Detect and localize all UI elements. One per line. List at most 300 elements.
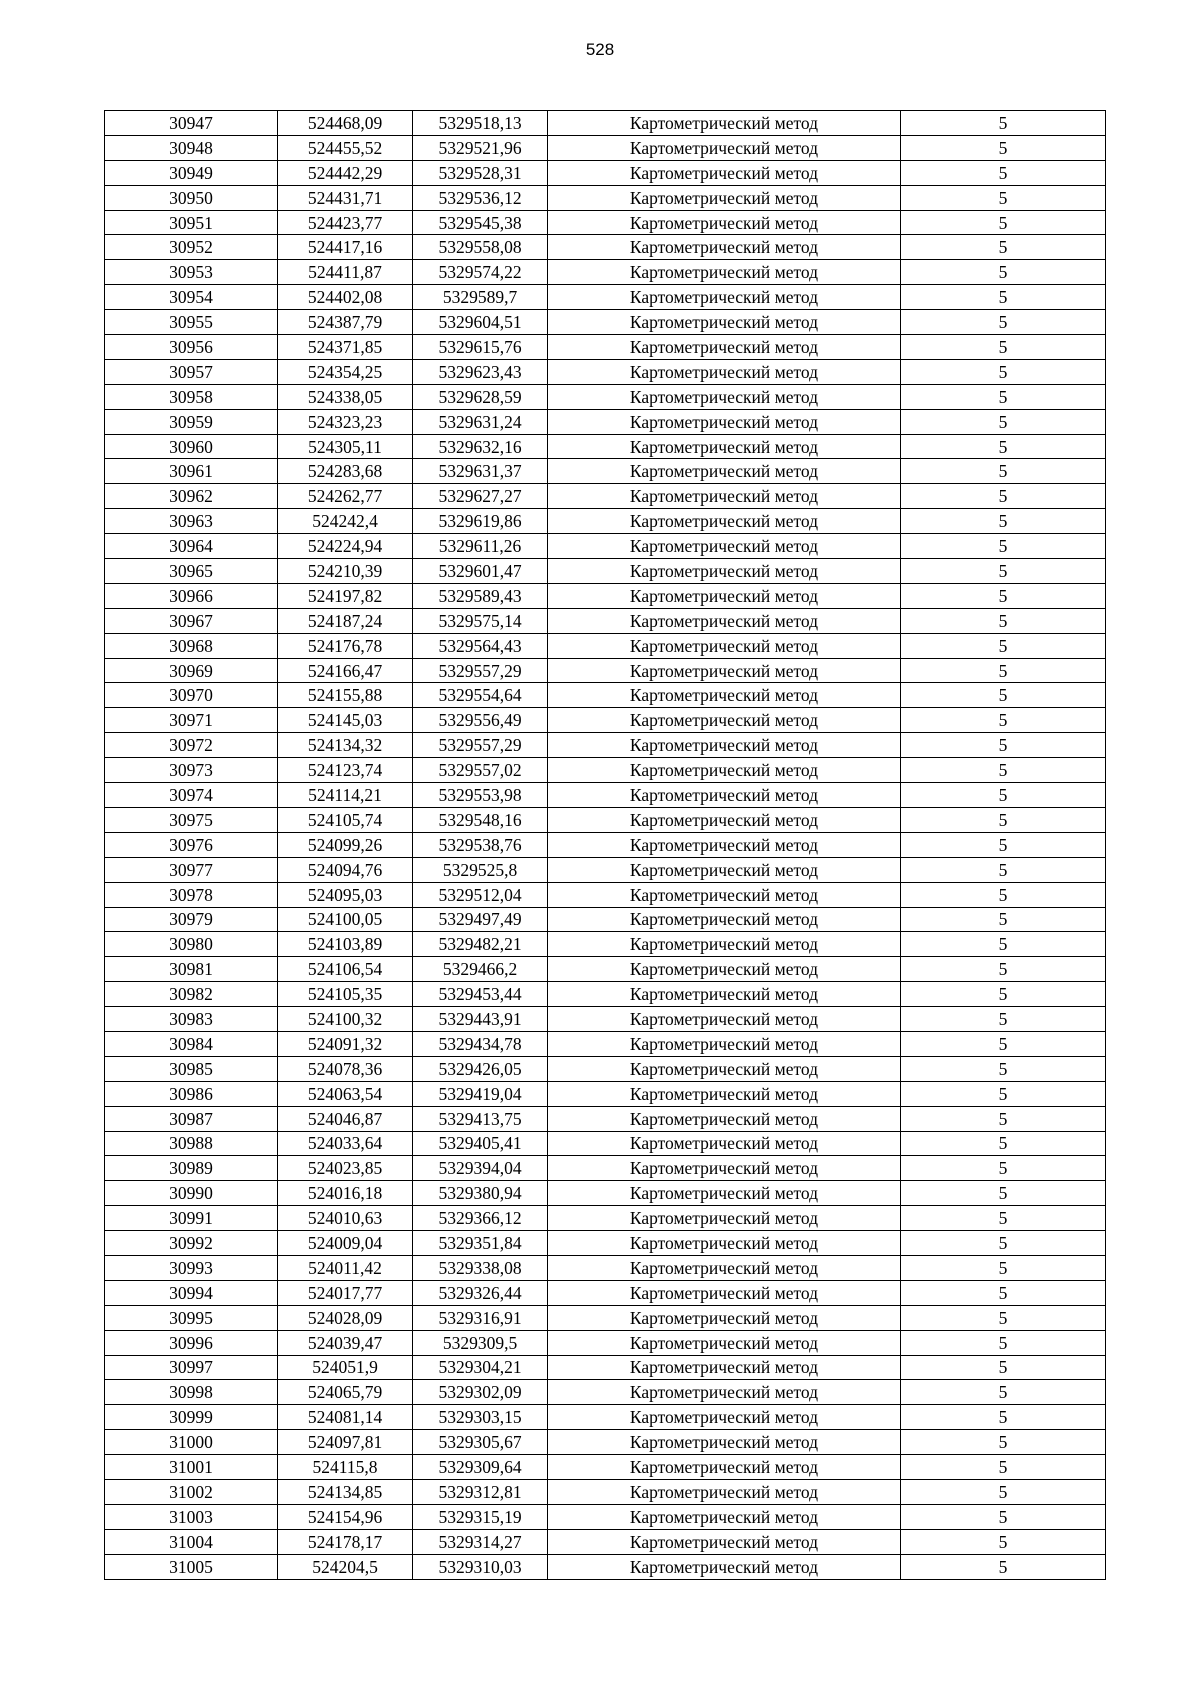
table-row xyxy=(105,1181,1106,1206)
method-cell: Картометрический метод xyxy=(548,260,901,285)
coordinates-table-body xyxy=(105,111,1106,1580)
accuracy-cell: 5 xyxy=(901,982,1106,1007)
x-coordinate-cell: 524051,9 xyxy=(278,1355,413,1380)
accuracy-cell: 5 xyxy=(901,733,1106,758)
table-row xyxy=(105,409,1106,434)
table-row xyxy=(105,1405,1106,1430)
accuracy-cell: 5 xyxy=(901,1181,1106,1206)
accuracy-cell: 5 xyxy=(901,1554,1106,1579)
table-row xyxy=(105,1031,1106,1056)
point-number-cell: 30989 xyxy=(105,1156,278,1181)
point-number-cell: 30976 xyxy=(105,832,278,857)
point-number-cell: 30965 xyxy=(105,559,278,584)
y-coordinate-cell: 5329309,5 xyxy=(413,1330,548,1355)
y-coordinate-cell: 5329631,37 xyxy=(413,459,548,484)
point-number-cell: 30994 xyxy=(105,1280,278,1305)
y-coordinate-cell: 5329518,13 xyxy=(413,111,548,136)
table-row xyxy=(105,335,1106,360)
y-coordinate-cell: 5329558,08 xyxy=(413,235,548,260)
table-row xyxy=(105,1007,1106,1032)
table-row xyxy=(105,1355,1106,1380)
table-row xyxy=(105,1479,1106,1504)
y-coordinate-cell: 5329380,94 xyxy=(413,1181,548,1206)
table-row xyxy=(105,559,1106,584)
method-cell: Картометрический метод xyxy=(548,1529,901,1554)
point-number-cell: 30970 xyxy=(105,683,278,708)
method-cell: Картометрический метод xyxy=(548,210,901,235)
table-row xyxy=(105,1156,1106,1181)
point-number-cell: 30949 xyxy=(105,160,278,185)
table-row xyxy=(105,285,1106,310)
accuracy-cell: 5 xyxy=(901,509,1106,534)
y-coordinate-cell: 5329557,29 xyxy=(413,658,548,683)
accuracy-cell: 5 xyxy=(901,1504,1106,1529)
accuracy-cell: 5 xyxy=(901,1529,1106,1554)
x-coordinate-cell: 524009,04 xyxy=(278,1231,413,1256)
table-row xyxy=(105,1056,1106,1081)
y-coordinate-cell: 5329538,76 xyxy=(413,832,548,857)
y-coordinate-cell: 5329574,22 xyxy=(413,260,548,285)
table-row xyxy=(105,384,1106,409)
point-number-cell: 30956 xyxy=(105,335,278,360)
method-cell: Картометрический метод xyxy=(548,832,901,857)
method-cell: Картометрический метод xyxy=(548,733,901,758)
x-coordinate-cell: 524176,78 xyxy=(278,633,413,658)
point-number-cell: 31003 xyxy=(105,1504,278,1529)
x-coordinate-cell: 524242,4 xyxy=(278,509,413,534)
accuracy-cell: 5 xyxy=(901,434,1106,459)
x-coordinate-cell: 524323,23 xyxy=(278,409,413,434)
table-row xyxy=(105,658,1106,683)
x-coordinate-cell: 524442,29 xyxy=(278,160,413,185)
accuracy-cell: 5 xyxy=(901,1056,1106,1081)
x-coordinate-cell: 524094,76 xyxy=(278,857,413,882)
method-cell: Картометрический метод xyxy=(548,434,901,459)
accuracy-cell: 5 xyxy=(901,285,1106,310)
y-coordinate-cell: 5329589,7 xyxy=(413,285,548,310)
x-coordinate-cell: 524078,36 xyxy=(278,1056,413,1081)
y-coordinate-cell: 5329554,64 xyxy=(413,683,548,708)
y-coordinate-cell: 5329557,29 xyxy=(413,733,548,758)
point-number-cell: 30984 xyxy=(105,1031,278,1056)
table-row xyxy=(105,210,1106,235)
table-row xyxy=(105,907,1106,932)
x-coordinate-cell: 524033,64 xyxy=(278,1131,413,1156)
method-cell: Картометрический метод xyxy=(548,1056,901,1081)
x-coordinate-cell: 524455,52 xyxy=(278,135,413,160)
method-cell: Картометрический метод xyxy=(548,1479,901,1504)
point-number-cell: 30950 xyxy=(105,185,278,210)
point-number-cell: 30948 xyxy=(105,135,278,160)
y-coordinate-cell: 5329536,12 xyxy=(413,185,548,210)
table-row xyxy=(105,1081,1106,1106)
table-row xyxy=(105,359,1106,384)
x-coordinate-cell: 524114,21 xyxy=(278,783,413,808)
x-coordinate-cell: 524100,32 xyxy=(278,1007,413,1032)
accuracy-cell: 5 xyxy=(901,633,1106,658)
method-cell: Картометрический метод xyxy=(548,758,901,783)
accuracy-cell: 5 xyxy=(901,409,1106,434)
y-coordinate-cell: 5329419,04 xyxy=(413,1081,548,1106)
table-row xyxy=(105,1106,1106,1131)
x-coordinate-cell: 524178,17 xyxy=(278,1529,413,1554)
y-coordinate-cell: 5329564,43 xyxy=(413,633,548,658)
accuracy-cell: 5 xyxy=(901,882,1106,907)
table-row xyxy=(105,310,1106,335)
y-coordinate-cell: 5329575,14 xyxy=(413,608,548,633)
point-number-cell: 30947 xyxy=(105,111,278,136)
table-row xyxy=(105,807,1106,832)
y-coordinate-cell: 5329525,8 xyxy=(413,857,548,882)
accuracy-cell: 5 xyxy=(901,1430,1106,1455)
accuracy-cell: 5 xyxy=(901,1031,1106,1056)
table-row xyxy=(105,1280,1106,1305)
y-coordinate-cell: 5329512,04 xyxy=(413,882,548,907)
x-coordinate-cell: 524155,88 xyxy=(278,683,413,708)
y-coordinate-cell: 5329309,64 xyxy=(413,1455,548,1480)
accuracy-cell: 5 xyxy=(901,1455,1106,1480)
coordinates-table xyxy=(104,110,1106,1580)
y-coordinate-cell: 5329601,47 xyxy=(413,559,548,584)
x-coordinate-cell: 524262,77 xyxy=(278,484,413,509)
y-coordinate-cell: 5329453,44 xyxy=(413,982,548,1007)
method-cell: Картометрический метод xyxy=(548,807,901,832)
table-row xyxy=(105,1455,1106,1480)
point-number-cell: 30990 xyxy=(105,1181,278,1206)
point-number-cell: 30988 xyxy=(105,1131,278,1156)
x-coordinate-cell: 524100,05 xyxy=(278,907,413,932)
x-coordinate-cell: 524197,82 xyxy=(278,583,413,608)
table-row xyxy=(105,260,1106,285)
point-number-cell: 30996 xyxy=(105,1330,278,1355)
x-coordinate-cell: 524154,96 xyxy=(278,1504,413,1529)
y-coordinate-cell: 5329351,84 xyxy=(413,1231,548,1256)
point-number-cell: 30954 xyxy=(105,285,278,310)
accuracy-cell: 5 xyxy=(901,1255,1106,1280)
accuracy-cell: 5 xyxy=(901,559,1106,584)
point-number-cell: 30969 xyxy=(105,658,278,683)
accuracy-cell: 5 xyxy=(901,1355,1106,1380)
y-coordinate-cell: 5329482,21 xyxy=(413,932,548,957)
point-number-cell: 30973 xyxy=(105,758,278,783)
y-coordinate-cell: 5329405,41 xyxy=(413,1131,548,1156)
y-coordinate-cell: 5329338,08 xyxy=(413,1255,548,1280)
accuracy-cell: 5 xyxy=(901,235,1106,260)
accuracy-cell: 5 xyxy=(901,957,1106,982)
y-coordinate-cell: 5329553,98 xyxy=(413,783,548,808)
point-number-cell: 30977 xyxy=(105,857,278,882)
table-row xyxy=(105,857,1106,882)
x-coordinate-cell: 524105,35 xyxy=(278,982,413,1007)
method-cell: Картометрический метод xyxy=(548,111,901,136)
method-cell: Картометрический метод xyxy=(548,235,901,260)
method-cell: Картометрический метод xyxy=(548,459,901,484)
method-cell: Картометрический метод xyxy=(548,1181,901,1206)
x-coordinate-cell: 524091,32 xyxy=(278,1031,413,1056)
method-cell: Картометрический метод xyxy=(548,1305,901,1330)
accuracy-cell: 5 xyxy=(901,185,1106,210)
point-number-cell: 30987 xyxy=(105,1106,278,1131)
x-coordinate-cell: 524010,63 xyxy=(278,1206,413,1231)
method-cell: Картометрический метод xyxy=(548,1554,901,1579)
point-number-cell: 30997 xyxy=(105,1355,278,1380)
method-cell: Картометрический метод xyxy=(548,359,901,384)
method-cell: Картометрический метод xyxy=(548,1430,901,1455)
table-row xyxy=(105,957,1106,982)
x-coordinate-cell: 524123,74 xyxy=(278,758,413,783)
x-coordinate-cell: 524028,09 xyxy=(278,1305,413,1330)
method-cell: Картометрический метод xyxy=(548,633,901,658)
accuracy-cell: 5 xyxy=(901,807,1106,832)
accuracy-cell: 5 xyxy=(901,335,1106,360)
table-row xyxy=(105,1206,1106,1231)
y-coordinate-cell: 5329302,09 xyxy=(413,1380,548,1405)
table-row xyxy=(105,1430,1106,1455)
point-number-cell: 30960 xyxy=(105,434,278,459)
table-row xyxy=(105,882,1106,907)
y-coordinate-cell: 5329312,81 xyxy=(413,1479,548,1504)
accuracy-cell: 5 xyxy=(901,1330,1106,1355)
method-cell: Картометрический метод xyxy=(548,1455,901,1480)
point-number-cell: 31000 xyxy=(105,1430,278,1455)
y-coordinate-cell: 5329627,27 xyxy=(413,484,548,509)
point-number-cell: 30953 xyxy=(105,260,278,285)
point-number-cell: 30986 xyxy=(105,1081,278,1106)
y-coordinate-cell: 5329619,86 xyxy=(413,509,548,534)
method-cell: Картометрический метод xyxy=(548,285,901,310)
method-cell: Картометрический метод xyxy=(548,932,901,957)
point-number-cell: 30995 xyxy=(105,1305,278,1330)
method-cell: Картометрический метод xyxy=(548,1131,901,1156)
accuracy-cell: 5 xyxy=(901,135,1106,160)
accuracy-cell: 5 xyxy=(901,708,1106,733)
method-cell: Картометрический метод xyxy=(548,1405,901,1430)
table-row xyxy=(105,982,1106,1007)
method-cell: Картометрический метод xyxy=(548,608,901,633)
y-coordinate-cell: 5329314,27 xyxy=(413,1529,548,1554)
x-coordinate-cell: 524145,03 xyxy=(278,708,413,733)
y-coordinate-cell: 5329615,76 xyxy=(413,335,548,360)
point-number-cell: 30955 xyxy=(105,310,278,335)
method-cell: Картометрический метод xyxy=(548,907,901,932)
accuracy-cell: 5 xyxy=(901,210,1106,235)
accuracy-cell: 5 xyxy=(901,1305,1106,1330)
method-cell: Картометрический метод xyxy=(548,658,901,683)
table-row xyxy=(105,733,1106,758)
accuracy-cell: 5 xyxy=(901,1081,1106,1106)
y-coordinate-cell: 5329305,67 xyxy=(413,1430,548,1455)
table-row xyxy=(105,932,1106,957)
method-cell: Картометрический метод xyxy=(548,708,901,733)
y-coordinate-cell: 5329611,26 xyxy=(413,534,548,559)
method-cell: Картометрический метод xyxy=(548,1255,901,1280)
point-number-cell: 30993 xyxy=(105,1255,278,1280)
x-coordinate-cell: 524106,54 xyxy=(278,957,413,982)
point-number-cell: 30998 xyxy=(105,1380,278,1405)
method-cell: Картометрический метод xyxy=(548,583,901,608)
accuracy-cell: 5 xyxy=(901,310,1106,335)
table-row xyxy=(105,1554,1106,1579)
y-coordinate-cell: 5329426,05 xyxy=(413,1056,548,1081)
x-coordinate-cell: 524283,68 xyxy=(278,459,413,484)
x-coordinate-cell: 524204,5 xyxy=(278,1554,413,1579)
method-cell: Картометрический метод xyxy=(548,783,901,808)
table-row xyxy=(105,608,1106,633)
y-coordinate-cell: 5329443,91 xyxy=(413,1007,548,1032)
point-number-cell: 31002 xyxy=(105,1479,278,1504)
method-cell: Картометрический метод xyxy=(548,982,901,1007)
point-number-cell: 31001 xyxy=(105,1455,278,1480)
table-row xyxy=(105,1529,1106,1554)
accuracy-cell: 5 xyxy=(901,111,1106,136)
method-cell: Картометрический метод xyxy=(548,484,901,509)
point-number-cell: 30985 xyxy=(105,1056,278,1081)
y-coordinate-cell: 5329434,78 xyxy=(413,1031,548,1056)
x-coordinate-cell: 524103,89 xyxy=(278,932,413,957)
table-row xyxy=(105,633,1106,658)
y-coordinate-cell: 5329326,44 xyxy=(413,1280,548,1305)
x-coordinate-cell: 524166,47 xyxy=(278,658,413,683)
point-number-cell: 30972 xyxy=(105,733,278,758)
accuracy-cell: 5 xyxy=(901,683,1106,708)
x-coordinate-cell: 524423,77 xyxy=(278,210,413,235)
method-cell: Картометрический метод xyxy=(548,1081,901,1106)
method-cell: Картометрический метод xyxy=(548,1031,901,1056)
y-coordinate-cell: 5329589,43 xyxy=(413,583,548,608)
x-coordinate-cell: 524411,87 xyxy=(278,260,413,285)
accuracy-cell: 5 xyxy=(901,783,1106,808)
method-cell: Картометрический метод xyxy=(548,310,901,335)
y-coordinate-cell: 5329366,12 xyxy=(413,1206,548,1231)
method-cell: Картометрический метод xyxy=(548,683,901,708)
y-coordinate-cell: 5329315,19 xyxy=(413,1504,548,1529)
x-coordinate-cell: 524134,32 xyxy=(278,733,413,758)
x-coordinate-cell: 524065,79 xyxy=(278,1380,413,1405)
accuracy-cell: 5 xyxy=(901,583,1106,608)
method-cell: Картометрический метод xyxy=(548,160,901,185)
y-coordinate-cell: 5329466,2 xyxy=(413,957,548,982)
accuracy-cell: 5 xyxy=(901,608,1106,633)
point-number-cell: 31004 xyxy=(105,1529,278,1554)
method-cell: Картометрический метод xyxy=(548,882,901,907)
point-number-cell: 30971 xyxy=(105,708,278,733)
table-row xyxy=(105,1330,1106,1355)
x-coordinate-cell: 524210,39 xyxy=(278,559,413,584)
point-number-cell: 30981 xyxy=(105,957,278,982)
point-number-cell: 30966 xyxy=(105,583,278,608)
table-row xyxy=(105,185,1106,210)
y-coordinate-cell: 5329604,51 xyxy=(413,310,548,335)
point-number-cell: 30963 xyxy=(105,509,278,534)
accuracy-cell: 5 xyxy=(901,459,1106,484)
table-row xyxy=(105,1131,1106,1156)
x-coordinate-cell: 524017,77 xyxy=(278,1280,413,1305)
y-coordinate-cell: 5329623,43 xyxy=(413,359,548,384)
accuracy-cell: 5 xyxy=(901,832,1106,857)
accuracy-cell: 5 xyxy=(901,384,1106,409)
point-number-cell: 30952 xyxy=(105,235,278,260)
point-number-cell: 30992 xyxy=(105,1231,278,1256)
point-number-cell: 30961 xyxy=(105,459,278,484)
method-cell: Картометрический метод xyxy=(548,857,901,882)
accuracy-cell: 5 xyxy=(901,160,1106,185)
point-number-cell: 30982 xyxy=(105,982,278,1007)
x-coordinate-cell: 524099,26 xyxy=(278,832,413,857)
x-coordinate-cell: 524011,42 xyxy=(278,1255,413,1280)
x-coordinate-cell: 524016,18 xyxy=(278,1181,413,1206)
point-number-cell: 30975 xyxy=(105,807,278,832)
y-coordinate-cell: 5329304,21 xyxy=(413,1355,548,1380)
x-coordinate-cell: 524105,74 xyxy=(278,807,413,832)
table-row xyxy=(105,1380,1106,1405)
x-coordinate-cell: 524417,16 xyxy=(278,235,413,260)
y-coordinate-cell: 5329394,04 xyxy=(413,1156,548,1181)
point-number-cell: 30958 xyxy=(105,384,278,409)
table-row xyxy=(105,1305,1106,1330)
method-cell: Картометрический метод xyxy=(548,1007,901,1032)
point-number-cell: 30968 xyxy=(105,633,278,658)
method-cell: Картометрический метод xyxy=(548,1106,901,1131)
method-cell: Картометрический метод xyxy=(548,135,901,160)
y-coordinate-cell: 5329632,16 xyxy=(413,434,548,459)
accuracy-cell: 5 xyxy=(901,1280,1106,1305)
x-coordinate-cell: 524115,8 xyxy=(278,1455,413,1480)
table-row xyxy=(105,758,1106,783)
x-coordinate-cell: 524095,03 xyxy=(278,882,413,907)
x-coordinate-cell: 524046,87 xyxy=(278,1106,413,1131)
x-coordinate-cell: 524134,85 xyxy=(278,1479,413,1504)
method-cell: Картометрический метод xyxy=(548,559,901,584)
method-cell: Картометрический метод xyxy=(548,534,901,559)
table-row xyxy=(105,1231,1106,1256)
method-cell: Картометрический метод xyxy=(548,1380,901,1405)
point-number-cell: 30974 xyxy=(105,783,278,808)
y-coordinate-cell: 5329557,02 xyxy=(413,758,548,783)
y-coordinate-cell: 5329497,49 xyxy=(413,907,548,932)
point-number-cell: 30957 xyxy=(105,359,278,384)
x-coordinate-cell: 524402,08 xyxy=(278,285,413,310)
point-number-cell: 30962 xyxy=(105,484,278,509)
table-row xyxy=(105,583,1106,608)
y-coordinate-cell: 5329545,38 xyxy=(413,210,548,235)
accuracy-cell: 5 xyxy=(901,857,1106,882)
x-coordinate-cell: 524338,05 xyxy=(278,384,413,409)
y-coordinate-cell: 5329316,91 xyxy=(413,1305,548,1330)
accuracy-cell: 5 xyxy=(901,1007,1106,1032)
method-cell: Картометрический метод xyxy=(548,1355,901,1380)
accuracy-cell: 5 xyxy=(901,1479,1106,1504)
method-cell: Картометрический метод xyxy=(548,409,901,434)
table-row xyxy=(105,434,1106,459)
method-cell: Картометрический метод xyxy=(548,335,901,360)
x-coordinate-cell: 524387,79 xyxy=(278,310,413,335)
y-coordinate-cell: 5329310,03 xyxy=(413,1554,548,1579)
table-row xyxy=(105,683,1106,708)
y-coordinate-cell: 5329548,16 xyxy=(413,807,548,832)
point-number-cell: 30983 xyxy=(105,1007,278,1032)
x-coordinate-cell: 524224,94 xyxy=(278,534,413,559)
accuracy-cell: 5 xyxy=(901,1405,1106,1430)
table-row xyxy=(105,783,1106,808)
x-coordinate-cell: 524081,14 xyxy=(278,1405,413,1430)
table-row xyxy=(105,832,1106,857)
point-number-cell: 30980 xyxy=(105,932,278,957)
table-row xyxy=(105,1255,1106,1280)
method-cell: Картометрический метод xyxy=(548,957,901,982)
x-coordinate-cell: 524354,25 xyxy=(278,359,413,384)
accuracy-cell: 5 xyxy=(901,1156,1106,1181)
point-number-cell: 31005 xyxy=(105,1554,278,1579)
